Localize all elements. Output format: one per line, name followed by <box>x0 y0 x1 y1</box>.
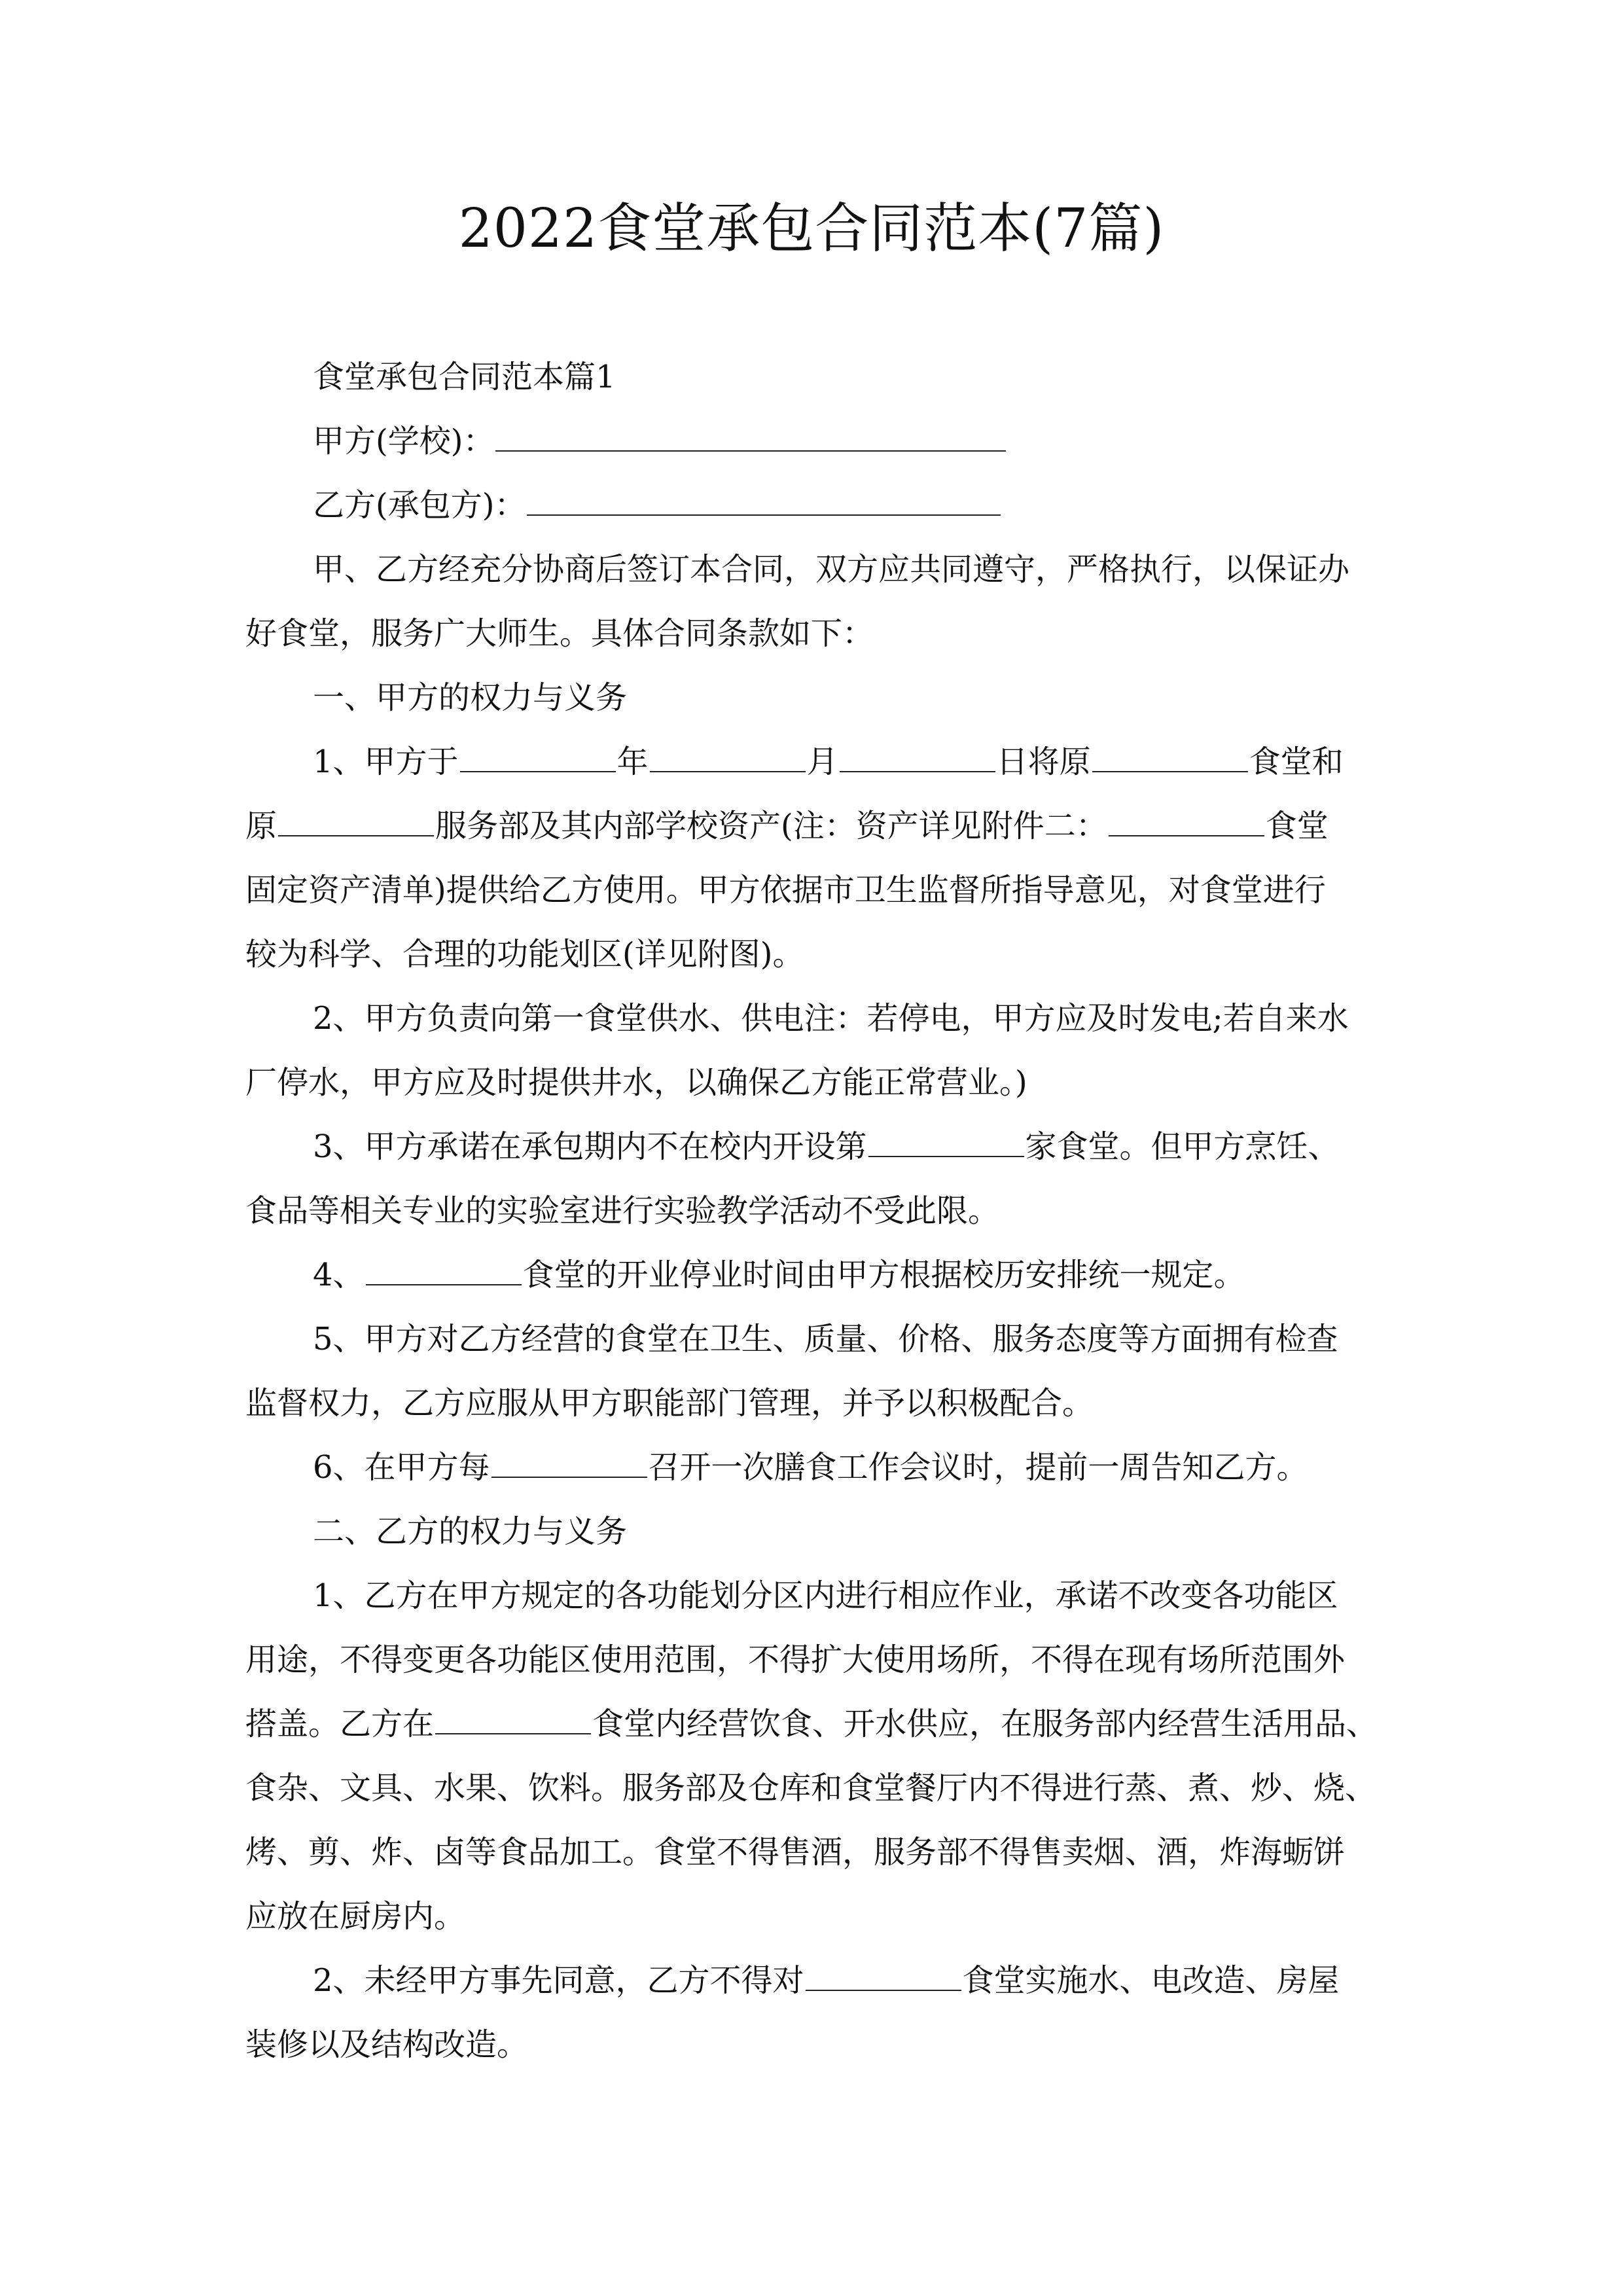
intro-line-1: 甲、乙方经充分协商后签订本合同，双方应共同遵守，严格执行，以保证办 <box>313 551 1350 588</box>
document-title: 2022食堂承包合同范本(7篇) <box>458 198 1165 260</box>
clause-text: 食堂 <box>1265 808 1329 844</box>
clause-text: 年 <box>616 744 649 780</box>
section-1-title: 一、甲方的权力与义务 <box>313 679 628 716</box>
party-a-line <box>313 409 1007 473</box>
clause-3-line-1 <box>313 1115 1340 1179</box>
party-b-line <box>313 473 1002 537</box>
clause-text: 召开一次膳食工作会议时，提前一周告知乙方。 <box>648 1449 1308 1486</box>
clause-text: 日将原 <box>996 744 1091 780</box>
clause-text: 月 <box>806 744 838 780</box>
clause-text: 食堂的开业停业时间由甲方根据校历安排统一规定。 <box>522 1257 1245 1293</box>
blank-canteen <box>1109 798 1264 836</box>
b-clause-1-line-5: 烤、剪、炸、卤等食品加工。食堂不得售酒，服务部不得售卖烟、酒，炸海蛎饼 <box>245 1834 1346 1871</box>
blank-year <box>460 734 616 772</box>
clause-text: 食堂内经营饮食、开水供应，在服务部内经营生活用品、 <box>592 1706 1378 1742</box>
party-a-blank <box>495 414 1006 452</box>
b-clause-1-line-4: 食杂、文具、水果、饮料。服务部及仓库和食堂餐厅内不得进行蒸、煮、炒、烧、 <box>245 1770 1377 1806</box>
b-clause-2-line-2: 装修以及结构改造。 <box>245 2026 529 2063</box>
clause-text: 3、甲方承诺在承包期内不在校内开设第 <box>313 1128 867 1165</box>
party-b-label: 乙方(承包方)： <box>313 487 526 524</box>
clause-2-line-1: 2、甲方负责向第一食堂供水、供电注：若停电，甲方应及时发电;若自来水 <box>313 1000 1349 1037</box>
b-clause-2-line-1 <box>313 1948 1340 2013</box>
clause-2-line-2: 厂停水，甲方应及时提供井水，以确保乙方能正常营业。) <box>245 1064 1027 1101</box>
clause-1-line-4: 较为科学、合理的功能划区(详见附图)。 <box>245 936 804 973</box>
blank-period <box>491 1440 647 1478</box>
b-clause-1-line-2: 用途，不得变更各功能区使用范围，不得扩大使用场所，不得在现有场所范围外 <box>245 1641 1346 1678</box>
section-2-title: 二、乙方的权力与义务 <box>313 1513 628 1550</box>
clause-5-line-2: 监督权力，乙方应服从甲方职能部门管理，并予以积极配合。 <box>245 1385 1094 1422</box>
clause-text: 服务部及其内部学校资产(注：资产详见附件二： <box>435 808 1107 844</box>
clause-text: 1、甲方于 <box>313 744 459 780</box>
party-b-blank <box>527 478 1001 516</box>
clause-5-line-1: 5、甲方对乙方经营的食堂在卫生、质量、价格、服务态度等方面拥有检查 <box>313 1321 1338 1357</box>
clause-text: 6、在甲方每 <box>313 1449 490 1486</box>
clause-text: 4、 <box>313 1257 365 1293</box>
blank-day <box>840 734 995 772</box>
blank-month <box>650 734 806 772</box>
clause-text: 搭盖。乙方在 <box>245 1706 435 1742</box>
clause-4-line <box>313 1243 1245 1307</box>
b-clause-1-line-1: 1、乙方在甲方规定的各功能划分区内进行相应作业，承诺不改变各功能区 <box>313 1577 1338 1614</box>
blank-canteen <box>1092 734 1248 772</box>
section-heading: 食堂承包合同范本篇1 <box>313 359 616 395</box>
clause-1-line-2 <box>245 794 1329 858</box>
blank-canteen <box>435 1696 591 1734</box>
clause-text: 家食堂。但甲方烹饪、 <box>1025 1128 1340 1165</box>
clause-text: 食堂实施水、电改造、房屋 <box>962 1962 1340 1999</box>
clause-text: 2、未经甲方事先同意，乙方不得对 <box>313 1962 804 1999</box>
clause-3-line-2: 食品等相关专业的实验室进行实验教学活动不受此限。 <box>245 1193 1000 1229</box>
clause-text: 食堂和 <box>1249 744 1344 780</box>
blank-number <box>868 1119 1024 1157</box>
clause-6-line <box>313 1435 1308 1499</box>
clause-text: 原 <box>245 808 277 844</box>
party-a-label: 甲方(学校)： <box>313 423 495 459</box>
clause-1-line-3: 固定资产清单)提供给乙方使用。甲方依据市卫生监督所指导意见，对食堂进行 <box>245 872 1326 908</box>
blank-canteen <box>366 1247 522 1285</box>
clause-1-line-1 <box>313 730 1344 794</box>
blank-service <box>278 798 434 836</box>
b-clause-1-line-3 <box>245 1692 1378 1756</box>
blank-canteen <box>806 1953 961 1991</box>
b-clause-1-line-6: 应放在厨房内。 <box>245 1898 466 1935</box>
intro-line-2: 好食堂，服务广大师生。具体合同条款如下： <box>245 615 874 652</box>
